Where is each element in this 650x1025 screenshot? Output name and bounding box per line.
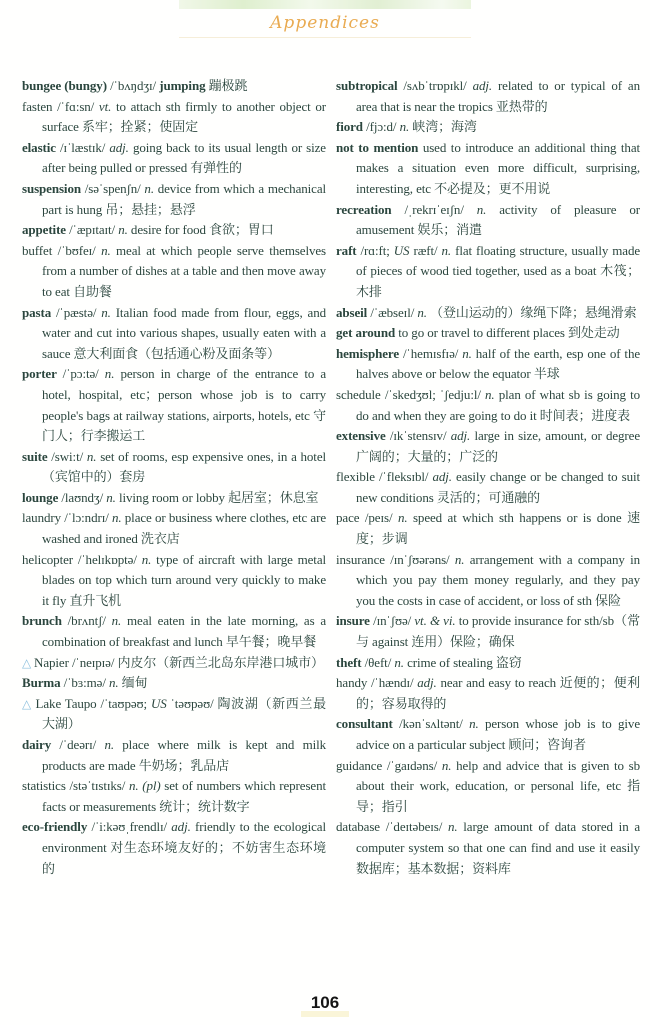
dictionary-entry [336, 76, 640, 117]
entry-text-segment: friendly to the ecological environment 对生态环境友好的；不妨害生态环境的 [42, 819, 326, 876]
entry-text-segment: dairy [22, 737, 60, 752]
entry-text-segment: /ˈpæstə/ [56, 304, 102, 320]
dictionary-entry [336, 323, 640, 344]
entry-text-segment: recreation [336, 201, 405, 217]
dictionary-entry [336, 138, 640, 200]
dictionary-entry [336, 550, 640, 612]
entry-text-segment: statistics /stəˈtɪstɪks/ [22, 778, 129, 794]
entry-text-segment: n. [469, 716, 485, 732]
entry-text-segment: meal eaten in the late morning, as a combination of breakfast and lunch 早午餐；晚早餐 [42, 613, 327, 650]
entry-text-segment: /laʊndʒ/ [61, 489, 107, 505]
entry-text-segment: /ˈi:kəʊˌfrendlɪ/ [91, 819, 172, 835]
entry-text-segment: 缅甸 [121, 675, 148, 691]
header-decoration-band [179, 0, 471, 9]
dictionary-entry [336, 508, 640, 549]
entry-text-segment: Lake Taupo /ˈtaʊpəʊ; [35, 695, 151, 711]
triangle-marker-icon: △ [22, 655, 35, 670]
entry-text-segment: 蹦极跳 [208, 78, 248, 93]
entry-text-segment: going back to its usual length or size after being pulled or pressed 有弹性的 [42, 139, 326, 176]
entry-text-segment: n. [86, 448, 101, 464]
entry-text-segment: near and easy to reach 近便的；便利的；容易取得的 [356, 675, 640, 711]
entry-text-segment: Napier /ˈneɪpɪə/ 内皮尔（新西兰北岛东岸港口城市） [34, 654, 324, 670]
dictionary-entry [22, 817, 326, 879]
entry-text-segment: to attach sth firmly to another object or surface 系牢；拴紧；使固定 [42, 98, 326, 135]
dictionary-entry [22, 653, 326, 674]
entry-text-segment: /ɪnˈʃʊə/ [373, 613, 415, 629]
entry-text-segment: desire for food 食欲；胃口 [130, 222, 274, 238]
entry-text-segment: set of numbers which represent facts or measurements 统计；统计数字 [42, 778, 326, 814]
dictionary-columns [22, 76, 640, 879]
dictionary-entry [22, 76, 326, 97]
entry-text-segment: pace /peɪs/ [336, 510, 398, 526]
dictionary-entry [22, 138, 326, 179]
entry-text-segment: n. [104, 737, 123, 752]
entry-text-segment: /ˈæbseɪl/ [370, 304, 418, 320]
entry-text-segment: n. [394, 654, 408, 670]
appendices-title: Appendices [179, 9, 471, 38]
dictionary-entry [22, 488, 326, 509]
entry-text-segment: get around [336, 325, 399, 341]
dictionary-entry [336, 117, 640, 138]
entry-text-segment: n. [111, 510, 125, 526]
dictionary-entry [336, 344, 640, 385]
entry-text-segment: n. [399, 119, 413, 135]
dictionary-entry [22, 673, 326, 694]
entry-text-segment: insure [336, 613, 374, 629]
entry-text-segment: /səˈspenʃn/ [84, 180, 145, 196]
entry-text-segment: /sʌbˈtrɒpɪkl/ [403, 78, 473, 93]
entry-text-segment: adj. [450, 428, 475, 444]
entry-text-segment: /ˈæpɪtaɪt/ [69, 222, 119, 238]
entry-text-segment: activity of pleasure or amusement 娱乐；消遣 [356, 201, 641, 238]
entry-text-segment: person whose job is to give advice on a particular subject 顾问；咨询者 [356, 716, 640, 752]
entry-text-segment: n. [111, 613, 128, 629]
entry-text-segment: n. [144, 180, 158, 196]
entry-text-segment: half of the earth, esp one of the halves above or below the equator 半球 [356, 345, 641, 382]
entry-text-segment: eco-friendly [22, 819, 92, 835]
page-number: 106 [303, 993, 347, 1013]
entry-text-segment: elastic [22, 139, 61, 155]
entry-text-segment: n. [104, 366, 121, 382]
entry-text-segment: speed at which sth happens or is done 速度；步调 [356, 510, 640, 547]
entry-text-segment: appetite [22, 222, 70, 238]
entry-text-segment: guidance /ˈgaɪdəns/ [336, 757, 442, 773]
dictionary-entry [336, 241, 640, 303]
entry-text-segment: abseil [336, 304, 371, 320]
entry-text-segment: /ˈhemɪsfɪə/ [403, 345, 463, 361]
entry-text-segment: ræft/ [413, 242, 442, 258]
entry-text-segment: used to introduce an additional thing that makes a situation even more difficult, surprising, interesting, etc 不必提及；更不用说 [356, 139, 641, 196]
left-column [22, 76, 326, 879]
entry-text-segment: n. [417, 304, 431, 320]
dictionary-entry [336, 385, 640, 426]
entry-text-segment: n. [397, 510, 413, 526]
entry-text-segment: /ɪkˈstensɪv/ [389, 428, 451, 444]
entry-text-segment: theft [336, 654, 365, 670]
entry-text-segment: vt. & vi. [414, 613, 459, 629]
entry-text-segment: adj. [432, 469, 457, 485]
entry-text-segment: 峡湾；海湾 [412, 119, 477, 135]
entry-text-segment: helicopter /ˈhelɪkɒptə/ [22, 551, 142, 567]
entry-text-segment: hemisphere [336, 345, 404, 361]
entry-text-segment: n. [462, 345, 476, 361]
entry-text-segment: /swi:t/ [51, 448, 87, 464]
entry-text-segment: bungee (bungy) [22, 78, 111, 93]
dictionary-entry [336, 200, 640, 241]
entry-text-segment: adj. [472, 78, 498, 93]
dictionary-entry [336, 756, 640, 818]
dictionary-entry [22, 97, 326, 138]
dictionary-entry [22, 303, 326, 365]
entry-text-segment: large in size, amount, or degree 广阔的；大量的；广泛的 [356, 428, 640, 464]
entry-text-segment: subtropical [336, 78, 404, 93]
triangle-marker-icon: △ [22, 696, 36, 711]
entry-text-segment: /θeft/ [364, 654, 395, 670]
entry-text-segment: schedule /ˈskedʒʊl; ˈʃedju:l/ [336, 386, 486, 402]
dictionary-entry [22, 179, 326, 220]
entry-text-segment: set of rooms, esp expensive ones, in a hotel （宾馆中的）套房 [42, 448, 327, 485]
entry-text-segment: /rɑ:ft; [360, 242, 394, 258]
entry-text-segment: large amount of data stored in a computer system so that one can find and use it easily 数据库；基本数据；资料库 [356, 819, 641, 876]
dictionary-entry [336, 714, 640, 755]
entry-text-segment: n. [454, 551, 470, 567]
entry-text-segment: n. [441, 757, 457, 773]
entry-text-segment: n. [141, 551, 157, 567]
entry-text-segment: adj. [417, 675, 441, 691]
entry-text-segment: to go or travel to different places 到处走动 [398, 325, 620, 341]
entry-text-segment: adj. [109, 139, 133, 155]
entry-text-segment: /ˈdeərɪ/ [59, 737, 105, 752]
entry-text-segment: flat floating structure, usually made of pieces of wood tied together, used as a boat 木筏；木排 [356, 242, 641, 299]
entry-text-segment: easily change or be changed to suit new conditions 灵活的；可通融的 [356, 469, 641, 505]
dictionary-entry [336, 426, 640, 467]
dictionary-entry [22, 508, 326, 549]
entry-text-segment: suspension [22, 180, 85, 196]
entry-text-segment: device from which a mechanical part is hung 吊；悬挂；悬浮 [42, 180, 327, 217]
entry-text-segment: /fjɔ:d/ [366, 119, 400, 135]
entry-text-segment: /ˈpɔ:tə/ [62, 366, 105, 382]
entry-text-segment: handy /ˈhændɪ/ [336, 675, 418, 691]
entry-text-segment: living room or lobby 起居室；休息室 [118, 489, 319, 505]
entry-text-segment: /ɪˈlæstɪk/ [60, 139, 110, 155]
entry-text-segment: buffet /ˈbʊfeɪ/ [22, 242, 102, 258]
dictionary-entry [22, 611, 326, 652]
entry-text-segment: /ˈbʌŋdʒɪ/ [110, 78, 160, 93]
dictionary-entry [336, 673, 640, 714]
entry-text-segment: porter [22, 366, 63, 382]
page-footer [0, 993, 650, 1013]
entry-text-segment: fasten /ˈfɑ:sn/ [22, 98, 99, 114]
dictionary-entry [22, 735, 326, 776]
entry-text-segment: n. [101, 242, 117, 258]
dictionary-entry [336, 611, 640, 652]
entry-text-segment: arrangement with a company in which you pay them money regularly, and they pay you the costs in case of accident, or loss of sth 保险 [356, 551, 640, 608]
page-header [179, 0, 471, 38]
entry-text-segment: n. [441, 242, 456, 258]
dictionary-entry [22, 241, 326, 303]
entry-text-segment: Italian food made from flour, eggs, and water and cut into various shapes, usually eaten with a sauce 意大利面食（包括通心粉及面条等） [42, 304, 327, 361]
entry-text-segment: database /ˈdeɪtəbeɪs/ [336, 819, 448, 835]
entry-text-segment: ˈtəʊpəʊ/ 陶波湖（新西兰最大湖） [42, 695, 326, 732]
entry-text-segment: US [150, 695, 171, 711]
entry-text-segment: plan of what sb is going to do and when they are going to do it 时间表；进度表 [356, 386, 640, 423]
entry-text-segment: place or business where clothes, etc are washed and ironed 洗衣店 [42, 510, 326, 547]
entry-text-segment: flexible /ˈfleksɪbl/ [336, 469, 433, 485]
dictionary-entry [22, 447, 326, 488]
entry-text-segment: crime of stealing 盗窃 [407, 654, 522, 670]
entry-text-segment: insurance /ɪnˈʃʊərəns/ [336, 551, 455, 567]
dictionary-entry [336, 303, 640, 324]
dictionary-entry [22, 364, 326, 446]
dictionary-entry [336, 817, 640, 879]
dictionary-entry [22, 776, 326, 817]
entry-text-segment: brunch [22, 613, 68, 629]
dictionary-entry [22, 220, 326, 241]
entry-text-segment: not to mention [336, 139, 423, 155]
entry-text-segment: place where milk is kept and milk products are made 牛奶场；乳品店 [42, 737, 326, 773]
entry-text-segment: type of aircraft with large metal blades on top which turn around very quickly to make it fly 直升飞机 [42, 551, 327, 608]
right-column [336, 76, 640, 879]
entry-text-segment: to provide insurance for sth/sb（常与 against 连用）保险；确保 [356, 613, 640, 650]
dictionary-entry [336, 467, 640, 508]
dictionary-entry [22, 550, 326, 612]
entry-text-segment: n. [485, 386, 499, 402]
entry-text-segment: n. [476, 201, 500, 217]
entry-text-segment: laundry /ˈlɔ:ndrɪ/ [22, 510, 112, 526]
entry-text-segment: pasta [22, 304, 57, 320]
entry-text-segment: meal at which people serve themselves from a number of dishes at a table and then move away to eat 自助餐 [42, 242, 326, 299]
entry-text-segment: lounge [22, 489, 62, 505]
entry-text-segment: Burma [22, 675, 64, 691]
entry-text-segment: extensive [336, 428, 390, 444]
entry-text-segment: adj. [171, 819, 195, 835]
entry-text-segment: consultant [336, 716, 400, 732]
entry-text-segment: raft [336, 242, 361, 258]
entry-text-segment: /brʌntʃ/ [67, 613, 112, 629]
entry-text-segment: vt. [98, 98, 116, 114]
entry-text-segment: help and advice that is given to sb about their work, education, or personal life, etc 指导；指引 [356, 757, 641, 814]
entry-text-segment: person in charge of the entrance to a hotel, hospital, etc；person whose job is to carry people's bags at railway stations, airports, hotels, etc 守门人；行李搬运工 [42, 366, 327, 444]
entry-text-segment: /ˌrekrɪˈeɪʃn/ [404, 201, 477, 217]
dictionary-entry [22, 694, 326, 735]
entry-text-segment: /ˈbɜ:mə/ [63, 675, 110, 691]
entry-text-segment: n. [118, 222, 131, 238]
entry-text-segment: related to or typical of an area that is near the tropics 亚热带的 [356, 78, 640, 114]
entry-text-segment: n. (pl) [128, 778, 165, 794]
entry-text-segment: n. [106, 489, 119, 505]
entry-text-segment: （登山运动的）缘绳下降；悬绳滑索 [430, 304, 637, 320]
entry-text-segment: n. [109, 675, 122, 691]
entry-text-segment: US [393, 242, 414, 258]
entry-text-segment: /kənˈsʌltənt/ [399, 716, 470, 732]
entry-text-segment: suite [22, 448, 52, 464]
entry-text-segment: n. [101, 304, 116, 320]
dictionary-entry [336, 653, 640, 674]
entry-text-segment: n. [448, 819, 464, 835]
entry-text-segment: fiord [336, 119, 367, 135]
entry-text-segment: jumping [159, 78, 209, 93]
